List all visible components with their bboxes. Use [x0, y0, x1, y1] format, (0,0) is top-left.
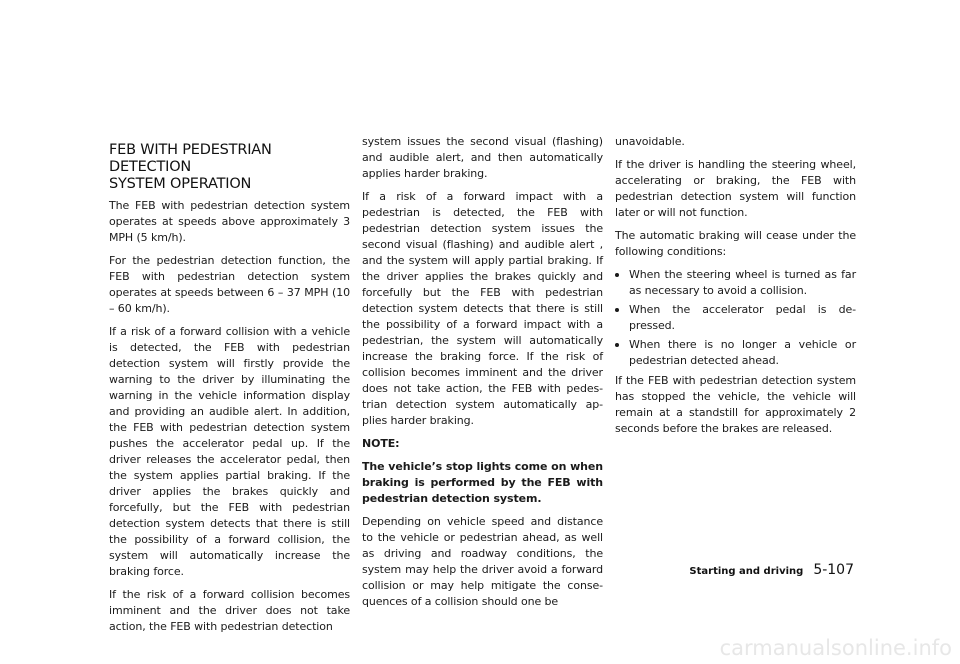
note-text: The vehicle’s stop lights come on when braking is performed by the FEB with pedestrian detection system.	[362, 460, 603, 505]
bullet-icon	[615, 343, 619, 347]
watermark: carmanualsonline.info	[719, 636, 952, 660]
paragraph: If a risk of a forward collision with a vehicle is detected, the FEB with pedestrian detection system will firstly provide the warning to the driver by illuminating the warning in the vehicle information display and providing an audible alert. In addition, the FEB with pedestrian detection system pushes the accelerator pedal up. If the driver releases the accelerator pedal, then the system applies partial braking. If the driver applies the brakes quickly and forcefully, but the FEB with pedestrian detection system detects that there is still the possibility of a forward collision, the system will automatically increase the braking force.	[109, 325, 350, 578]
paragraph: The automatic braking will cease under the following conditions:	[615, 229, 856, 258]
paragraph: If the driver is handling the steering wheel, accelerating or braking, the FEB with pedestrian detection system will function later or will not function.	[615, 158, 856, 219]
footer-section-name: Starting and driving	[689, 566, 804, 577]
text-column-2	[362, 134, 603, 617]
paragraph: If the risk of a forward collision becomes imminent and the driver does not take action, the FEB with pedestrian detection	[109, 588, 350, 633]
paragraph: The FEB with pedestrian detection system operates at speeds above approximately 3 MPH (5 km/h).	[109, 199, 350, 244]
list-item	[615, 302, 856, 334]
list-item-text: When there is no longer a vehicle or pedestrian detected ahead.	[629, 338, 856, 367]
section-title	[109, 142, 350, 193]
paragraph: For the pedestrian detection function, the FEB with pedestrian detection system operates at speeds between 6 – 37 MPH (10 – 60 km/h).	[109, 254, 350, 315]
paragraph: unavoidable.	[615, 135, 685, 148]
paragraph: Depending on vehicle speed and distance to the vehicle or pedestrian ahead, as well as driving and roadway conditions, the system may help the driver avoid a forward collision or may help mitigate the conse-quences of a collision should one be	[362, 515, 603, 608]
section-title-line-2: SYSTEM OPERATION	[109, 176, 252, 192]
list-item	[615, 337, 856, 369]
paragraph: If a risk of a forward impact with a pedestrian is detected, the FEB with pedestrian detection system issues the second visual (flashing) and audible alert , and the system will apply partial braking. If the driver applies the brakes quickly and forcefully but the FEB with pedestrian detection system detects that there is still the possibility of a forward impact with a pedestrian, the system will automatically increase the braking force. If the risk of collision becomes imminent and the driver does not take action, the FEB with pedes-trian detection system automatically ap-plies harder braking.	[362, 190, 603, 427]
text-column-3	[615, 134, 856, 444]
list-item-text: When the accelerator pedal is de-pressed.	[629, 303, 856, 332]
paragraph: system issues the second visual (flashing) and audible alert, and then automatically applies harder braking.	[362, 135, 603, 180]
section-title-line-1: FEB WITH PEDESTRIAN DETECTION	[109, 142, 272, 175]
list-item-text: When the steering wheel is turned as far as necessary to avoid a collision.	[629, 268, 856, 297]
bullet-icon	[615, 308, 619, 312]
conditions-list	[615, 267, 856, 369]
note-label: NOTE:	[362, 437, 400, 450]
paragraph: If the FEB with pedestrian detection system has stopped the vehicle, the vehicle will remain at a standstill for approximately 2 seconds before the brakes are released.	[615, 374, 856, 435]
bullet-icon	[615, 273, 619, 277]
page-number: 5-107	[813, 562, 854, 578]
list-item	[615, 267, 856, 299]
page-footer	[689, 562, 854, 578]
text-column-1	[109, 142, 350, 642]
